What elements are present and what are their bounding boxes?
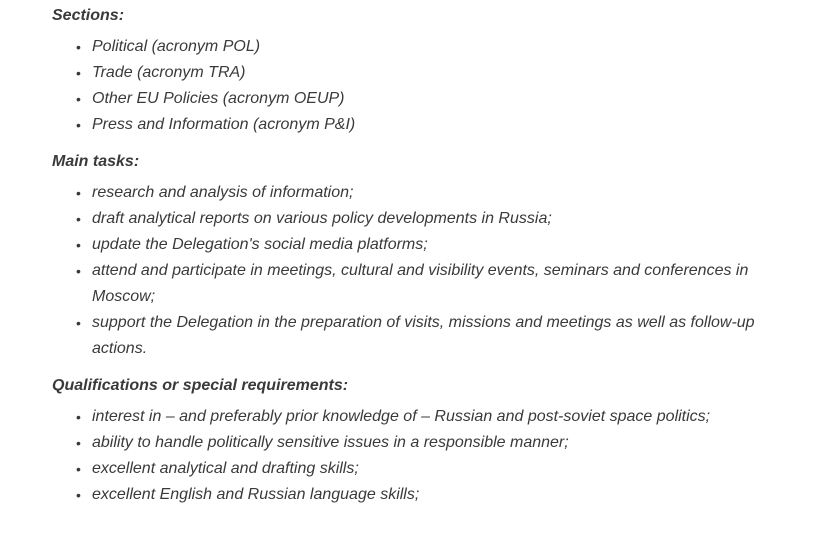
- list-item: • ability to handle politically sensitive issues in a responsible manner;: [92, 430, 804, 456]
- list-item: • excellent analytical and drafting skills;: [92, 456, 804, 482]
- list-item: • Press and Information (acronym P&I): [92, 112, 804, 138]
- bullet-icon: •: [76, 211, 81, 227]
- list-item: • Political (acronym POL): [92, 34, 804, 60]
- bullet-icon: •: [76, 435, 81, 451]
- bullet-icon: •: [76, 237, 81, 253]
- list-item: • draft analytical reports on various policy developments in Russia;: [92, 206, 804, 232]
- bullet-icon: •: [76, 487, 81, 503]
- list-item: • update the Delegation's social media platforms;: [92, 232, 804, 258]
- sections-block: [52, 0, 804, 138]
- bullet-icon: •: [76, 185, 81, 201]
- qualifications-list: [52, 404, 804, 508]
- bullet-icon: •: [76, 117, 81, 133]
- list-item: • research and analysis of information;: [92, 180, 804, 206]
- qualifications-heading: Qualifications or special requirements:: [52, 377, 349, 394]
- list-item: • interest in – and preferably prior knowledge of – Russian and post-soviet space politics;: [92, 404, 804, 430]
- bullet-icon: •: [76, 91, 81, 107]
- list-item: • Trade (acronym TRA): [92, 60, 804, 86]
- sections-list: [52, 34, 804, 138]
- list-item: • attend and participate in meetings, cultural and visibility events, seminars and conferences in Moscow;: [92, 258, 804, 310]
- list-item: • excellent English and Russian language skills;: [92, 482, 804, 508]
- list-item: • support the Delegation in the preparation of visits, missions and meetings as well as follow-up actions.: [92, 310, 804, 362]
- bullet-icon: •: [76, 39, 81, 55]
- bullet-icon: •: [76, 409, 81, 425]
- bullet-icon: •: [76, 263, 81, 279]
- list-item: • Other EU Policies (acronym OEUP): [92, 86, 804, 112]
- sections-heading: Sections:: [52, 7, 125, 24]
- main-tasks-heading: Main tasks:: [52, 153, 140, 170]
- main-tasks-list: [52, 180, 804, 362]
- main-tasks-block: [52, 152, 804, 362]
- bullet-icon: •: [76, 315, 81, 331]
- bullet-icon: •: [76, 461, 81, 477]
- bullet-icon: •: [76, 65, 81, 81]
- qualifications-block: [52, 376, 804, 508]
